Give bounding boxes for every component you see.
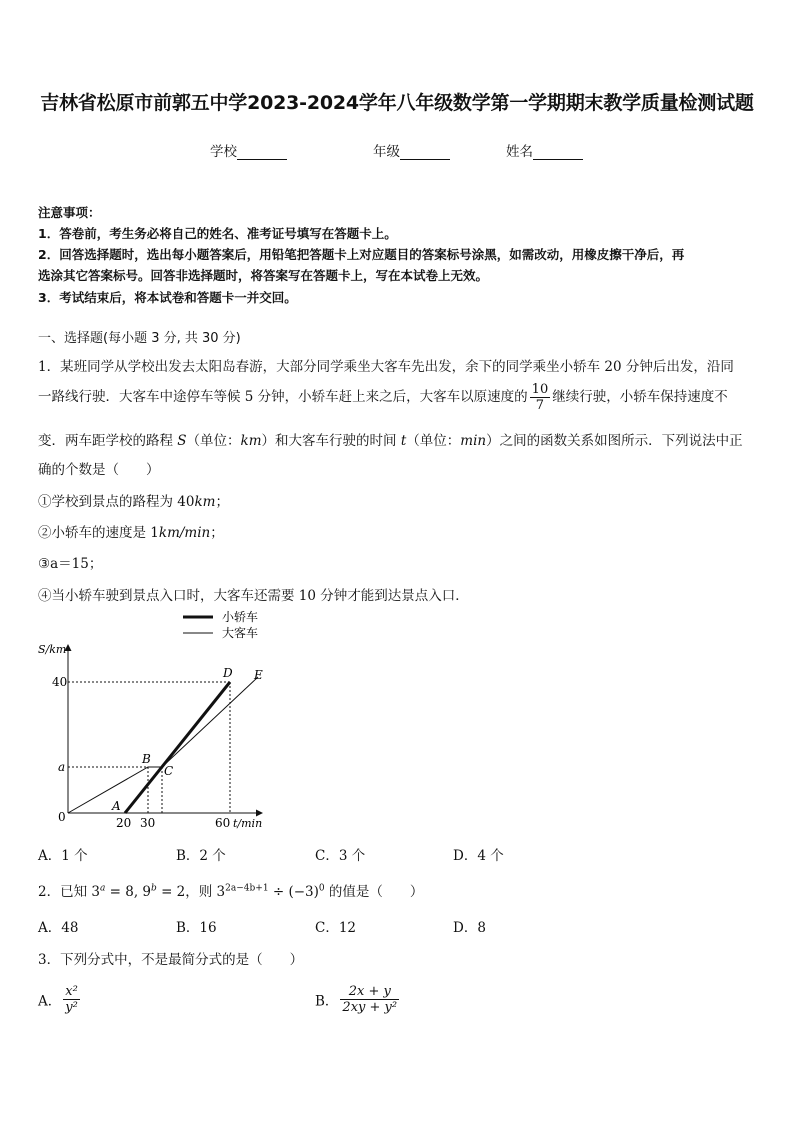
q1-text: （单位： xyxy=(186,433,241,449)
q3-option-b[interactable] xyxy=(315,984,401,1015)
exponent: b xyxy=(151,883,157,894)
var-s: S xyxy=(177,433,187,449)
x-axis-label: t/min xyxy=(233,817,263,830)
x-tick-label: 60 xyxy=(215,816,231,830)
y-tick-label: 40 xyxy=(52,675,68,689)
q2-option-a[interactable]: A．48 xyxy=(38,920,79,936)
statement-text: ①学校到景点的路程为 40 xyxy=(38,494,195,510)
x-tick-label: 20 xyxy=(116,816,132,830)
q2-text: ÷ (−3) xyxy=(268,884,319,900)
q2-text: 2．已知 3 xyxy=(38,884,100,900)
unit-km: km xyxy=(194,494,216,510)
note-item: 2．回答选择题时，选出每小题答案后，用铅笔把答题卡上对应题目的答案标号涂黑，如需改动，用橡皮擦干净后，再 xyxy=(38,247,685,262)
name-field[interactable] xyxy=(506,140,583,160)
exponent: a xyxy=(99,883,106,894)
fraction-numerator: 2x + y xyxy=(340,984,399,1000)
x-tick-label: 30 xyxy=(140,816,156,830)
q3-stem: 3．下列分式中，不是最简分式的是（ ） xyxy=(38,952,304,968)
point-a-label: A xyxy=(112,799,121,813)
option-label: A． xyxy=(38,993,62,1010)
statement-3: ③a＝15； xyxy=(38,556,103,572)
q1-text: 变．两车距学校的路程 xyxy=(38,433,178,449)
grade-field[interactable] xyxy=(373,140,450,160)
unit-km-per-min: km/min xyxy=(158,525,211,541)
note-item: 1．答卷前，考生务必将自己的姓名、准考证号填写在答题卡上。 xyxy=(38,226,397,241)
q1-line3 xyxy=(38,429,743,449)
statement-text: ②小轿车的速度是 1 xyxy=(38,525,159,541)
legend-bus-label: 大客车 xyxy=(222,626,259,640)
point-e-label: E xyxy=(254,668,263,682)
origin-label: 0 xyxy=(58,810,66,824)
fraction-denominator: 2xy + y² xyxy=(342,1000,398,1015)
note-item: 选涂其它答案标号。回答非选择题时，将答案写在答题卡上，写在本试卷上无效。 xyxy=(38,268,489,283)
fraction-denominator: y² xyxy=(65,1000,78,1015)
grade-label: 年级 xyxy=(373,144,400,160)
section-heading: 一、选择题(每小题 3 分, 共 30 分) xyxy=(38,331,241,346)
q1-option-b[interactable]: B．2 个 xyxy=(176,848,226,864)
q1-text: 一路线行驶．大客车中途停车等候 5 分钟，小轿车赶上来之后，大客车以原速度的 xyxy=(38,389,528,405)
q1-option-a[interactable]: A．1 个 xyxy=(38,848,88,864)
fraction-numerator: x² xyxy=(63,984,80,1000)
q2-option-b[interactable]: B．16 xyxy=(176,920,217,936)
q2-option-d[interactable]: D．8 xyxy=(453,920,486,936)
fraction-numerator: 10 xyxy=(531,382,549,397)
q1-line1: 1．某班同学从学校出发去太阳岛春游，大部分同学乘坐大客车先出发，余下的同学乘坐小轿车 20 分钟后出发，沿同 xyxy=(38,359,734,375)
exponent: 0 xyxy=(318,883,325,894)
q1-text: （单位： xyxy=(406,433,461,449)
var-t: t xyxy=(400,433,407,449)
q1-text: 继续行驶，小轿车保持速度不 xyxy=(552,389,728,405)
q1-line2 xyxy=(38,382,728,413)
y-tick-label: a xyxy=(58,760,66,774)
option-label: B． xyxy=(315,993,339,1010)
y-axis-label: S/km xyxy=(38,643,67,656)
fraction-b xyxy=(340,984,399,1015)
legend-car-label: 小轿车 xyxy=(222,610,259,624)
fraction-a xyxy=(63,984,80,1015)
q1-text: ）之间的函数关系如图所示．下列说法中正 xyxy=(486,433,743,449)
q2-stem xyxy=(38,880,423,900)
q1-option-d[interactable]: D．4 个 xyxy=(453,848,504,864)
school-label: 学校 xyxy=(210,144,237,160)
distance-time-graph xyxy=(30,605,290,835)
statement-text: ； xyxy=(210,525,224,541)
q2-option-c[interactable]: C．12 xyxy=(315,920,357,936)
notes-heading: 注意事项： xyxy=(38,205,101,220)
point-b-label: B xyxy=(142,752,151,766)
exponent: 2a−4b+1 xyxy=(225,883,269,894)
fraction-denominator: 7 xyxy=(535,398,545,413)
unit-km: km xyxy=(240,433,262,449)
q2-text: = 2，则 3 xyxy=(156,884,226,900)
point-d-label: D xyxy=(223,666,233,680)
statement-2 xyxy=(38,521,224,541)
unit-min: min xyxy=(460,433,487,449)
car-line xyxy=(125,682,230,813)
statement-text: ； xyxy=(215,494,229,510)
q1-option-c[interactable]: C．3 个 xyxy=(315,848,366,864)
q1-line4: 确的个数是（ ） xyxy=(38,462,160,478)
statement-4: ④当小轿车驶到景点入口时，大客车还需要 10 分钟才能到达景点入口． xyxy=(38,588,469,604)
q2-text: = 8, 9 xyxy=(105,884,152,900)
point-c-label: C xyxy=(164,764,174,778)
bus-line xyxy=(68,677,258,813)
fraction-10-7 xyxy=(530,382,551,413)
q1-text: ）和大客车行驶的时间 xyxy=(261,433,401,449)
page-title: 吉林省松原市前郭五中学2023-2024学年八年级数学第一学期期末教学质量检测试题 xyxy=(40,92,754,114)
note-item: 3．考试结束后，将本试卷和答题卡一并交回。 xyxy=(38,290,297,305)
q3-option-a[interactable] xyxy=(38,984,82,1015)
name-label: 姓名 xyxy=(506,144,533,160)
q2-text: 的值是（ ） xyxy=(324,884,424,900)
statement-1 xyxy=(38,490,229,510)
school-field[interactable] xyxy=(210,140,287,160)
